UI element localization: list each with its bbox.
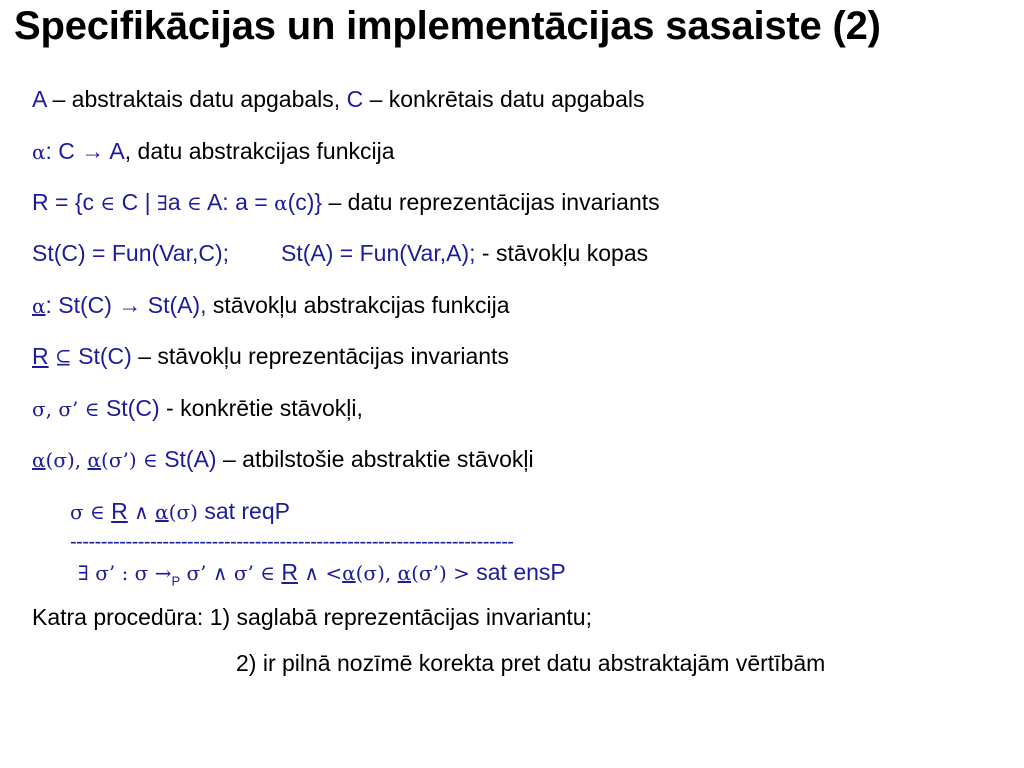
state-invariant-set: St(C) [71, 343, 132, 369]
pre-sigma-arg: (σ) [168, 500, 198, 524]
r-description: – datu reprezentācijas invariants [322, 189, 660, 215]
precondition-formula [70, 498, 290, 525]
post-r-symbol: R [281, 559, 298, 585]
slide-title: Specifikācijas un implementācijas sasaiste (2) [14, 4, 881, 48]
post-part1: ∃ σ’ : σ → [78, 561, 172, 585]
procedure-rule-2: 2) ir pilnā nozīmē korekta pret datu abstraktajām vērtībām [236, 650, 826, 676]
state-invariant-description: – stāvokļu reprezentācijas invariants [131, 343, 509, 369]
line-state-invariant [32, 343, 509, 370]
r-def-part2: C | [115, 189, 157, 215]
state-sets-description: - stāvokļu kopas [475, 240, 649, 266]
pre-and-symbol: ∧ [127, 500, 156, 524]
abstract-states-description: – atbilstošie abstraktie stāvokļi [216, 446, 534, 472]
post-alpha-symbol: α [342, 561, 356, 585]
alpha-signature: : C → A [45, 138, 125, 164]
post-sat-ensp: sat ensP [469, 559, 566, 585]
abstract-state-set: St(A) [157, 446, 217, 472]
sigma-prime-symbol: , σ’ [45, 397, 85, 421]
pre-r-symbol: R [111, 498, 128, 524]
abstract-domain-symbol: A [32, 86, 47, 112]
r-def-part4: A: a = [201, 189, 275, 215]
post-part3: ∧ < [297, 561, 343, 585]
alpha-description: , datu abstrakcijas funkcija [124, 138, 395, 164]
element-of-symbol: ∈ [187, 191, 202, 215]
alpha-symbol: α [32, 140, 46, 164]
subset-symbol: ⊆ [48, 345, 72, 369]
line-domains [32, 86, 645, 113]
procedure-rule-1: Katra procedūra: 1) saglabā reprezentācijas invariantu; [32, 604, 592, 630]
exists-symbol: ∃ [156, 191, 168, 215]
line-abstract-states [32, 446, 534, 473]
line-concrete-states [32, 395, 363, 422]
r-def-part3: a [167, 189, 188, 215]
element-of-symbol: ∈ [84, 397, 100, 421]
alpha-underlined-symbol: α [32, 448, 46, 472]
post-alpha-symbol: α [397, 561, 412, 585]
sigma-arg: (σ), [45, 448, 88, 472]
sigma-symbol: σ [32, 397, 46, 421]
pre-alpha-symbol: α [155, 500, 169, 524]
state-alpha-description: stāvokļu abstrakcijas funkcija [206, 292, 510, 318]
concrete-state-set: St(C) [99, 395, 160, 421]
line-representation-invariant [32, 189, 660, 216]
formula-separator: ------------------------------------------------------------------------ [70, 531, 514, 553]
post-subscript-p: P [171, 573, 181, 589]
alpha-symbol: α [274, 191, 288, 215]
element-of-symbol: ∈ [100, 191, 116, 215]
concrete-domain-symbol: C [346, 86, 364, 112]
line-abstraction-function [32, 138, 395, 165]
post-part4: (σ), [355, 561, 398, 585]
post-part2: σ’ ∧ σ’ ∈ [180, 561, 282, 585]
line-state-abstraction [32, 292, 509, 319]
postcondition-formula [78, 559, 566, 589]
post-part5: (σ’) > [411, 561, 470, 585]
r-def-part5: (c)} [287, 189, 323, 215]
abstract-domain-text: – abstraktais datu apgabals, [46, 86, 347, 112]
sigma-prime-arg: (σ’) [101, 448, 143, 472]
pre-sigma-in: σ ∈ [70, 500, 112, 524]
element-of-symbol: ∈ [143, 448, 158, 472]
alpha-underlined-symbol: α [87, 448, 102, 472]
concrete-domain-text: – konkrētais datu apgabals [363, 86, 645, 112]
concrete-states-description: - konkrētie stāvokļi, [159, 395, 363, 421]
r-underlined-symbol: R [32, 343, 49, 369]
alpha-underlined-symbol: α [32, 294, 46, 318]
line-state-sets [32, 240, 648, 267]
r-def-part1: R = {c [32, 189, 101, 215]
abstract-states-def: St(A) = Fun(Var,A); [281, 240, 476, 266]
pre-sat-reqp: sat reqP [197, 498, 290, 524]
concrete-states-def: St(C) = Fun(Var,C); [32, 240, 230, 266]
state-alpha-signature: : St(C) → St(A), [45, 292, 207, 318]
